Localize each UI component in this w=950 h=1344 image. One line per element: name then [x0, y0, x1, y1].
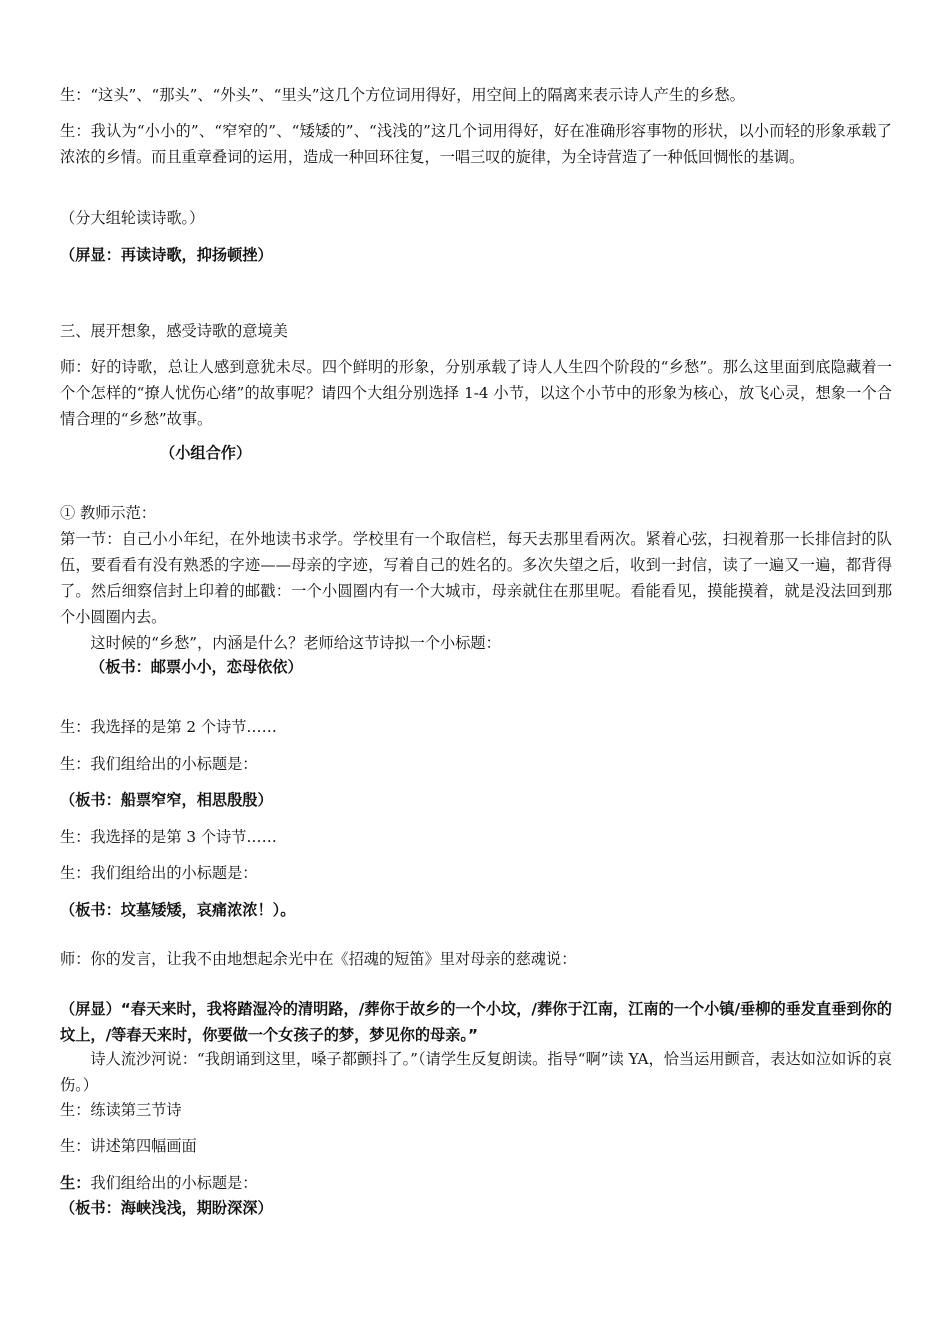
- paragraph-teacher-demo-label: ① 教师示范：: [60, 504, 156, 522]
- paragraph-screen-reread: （屏显：再读诗歌，抑扬顿挫）: [60, 246, 273, 264]
- paragraph-student-narrate: 生：讲述第四幅画面: [60, 1137, 197, 1155]
- paragraph-section-one-story: 第一节：自己小小年纪，在外地读书求学。学校里有一个取信栏，每天去那里看两次。紧着心弦，扫视着那一长排信封的队伍，要看看有没有熟悉的字迹——母亲的字迹，写着自己的姓名的。多次失望之后，收到一封信，读了一遍又一遍，都背得了。然后细察信封上印着的邮戳：一个小圆圈内有一个大城市，母亲就住在那里呢。看能看见，摸能摸着，就是没法回到那个小圆圈内去。: [60, 530, 892, 626]
- paragraph-student-title-4: [60, 1170, 892, 1196]
- section-heading-imagination: 三、展开想象，感受诗歌的意境美: [60, 322, 288, 340]
- board-note-1: （板书：邮票小小，恋母依依）: [90, 658, 303, 676]
- paragraph-liushahe-quote: 诗人流沙河说：“我朗诵到这里，嗓子都颤抖了。”（请学生反复朗读。指导“啊”读 YA，恰当运用颤音，表达如泣如诉的哀伤。）: [60, 1050, 892, 1094]
- student-title-text: 我们组给出的小标题是：: [90, 1174, 258, 1192]
- board-note-3: （板书：坟墓矮矮，哀痛浓浓！）。: [60, 901, 296, 919]
- paragraph-group-reading: （分大组轮读诗歌。）: [60, 209, 205, 227]
- paragraph-student-section-3: 生：我选择的是第 3 个诗节……: [60, 828, 277, 846]
- paragraph-student-section-2: 生：我选择的是第 2 个诗节……: [60, 718, 277, 736]
- paragraph-student-direction-words: 生：“这头”、“那头”、“外头”、“里头”这几个方位词用得好，用空间上的隔离来表示诗人产生的乡愁。: [60, 86, 745, 104]
- paragraph-group-cooperation: （小组合作）: [160, 444, 252, 462]
- paragraph-teacher-recall: 师：你的发言，让我不由地想起余光中在《招魂的短笛》里对母亲的慈魂说：: [60, 950, 577, 968]
- paragraph-student-practice: 生：练读第三节诗: [60, 1101, 182, 1119]
- student-label: 生：: [60, 1174, 91, 1192]
- board-note-2: （板书：船票窄窄，相思殷殷）: [60, 791, 273, 809]
- paragraph-student-reduplicated-words: 生：我认为“小小的”、“窄窄的”、“矮矮的”、“浅浅的”这几个词用得好，好在准确形容事物的形状，以小而轻的形象承载了浓浓的乡情。而且重章叠词的运用，造成一种回环往复，一唱三叹的旋律，为全诗营造了一种低回惆怅的基调。: [60, 122, 892, 166]
- paragraph-student-title-2: 生：我们组给出的小标题是：: [60, 755, 258, 773]
- board-note-4: （板书：海峡浅浅，期盼深深）: [60, 1199, 273, 1217]
- paragraph-teacher-question: 这时候的“乡愁”，内涵是什么？老师给这节诗拟一个小标题：: [90, 634, 501, 652]
- paragraph-teacher-intro: 师：好的诗歌，总让人感到意犹未尽。四个鲜明的形象，分别承载了诗人人生四个阶段的“乡愁”。那么这里面到底隐藏着一个个怎样的“撩人忧伤心绪”的故事呢？请四个大组分别选择 1-4 小节，以这个小节中的形象为核心，放飞心灵，想象一个合情合理的“乡愁”故事。: [60, 358, 892, 428]
- paragraph-student-title-3: 生：我们组给出的小标题是：: [60, 864, 258, 882]
- screen-quote-poem: （屏显）“春天来时，我将踏湿冷的清明路，/葬你于故乡的一个小坟，/葬你于江南，江南的一个小镇/垂柳的垂发直垂到你的坟上，/等春天来时，你要做一个女孩子的梦，梦见你的母亲。”: [60, 1000, 892, 1044]
